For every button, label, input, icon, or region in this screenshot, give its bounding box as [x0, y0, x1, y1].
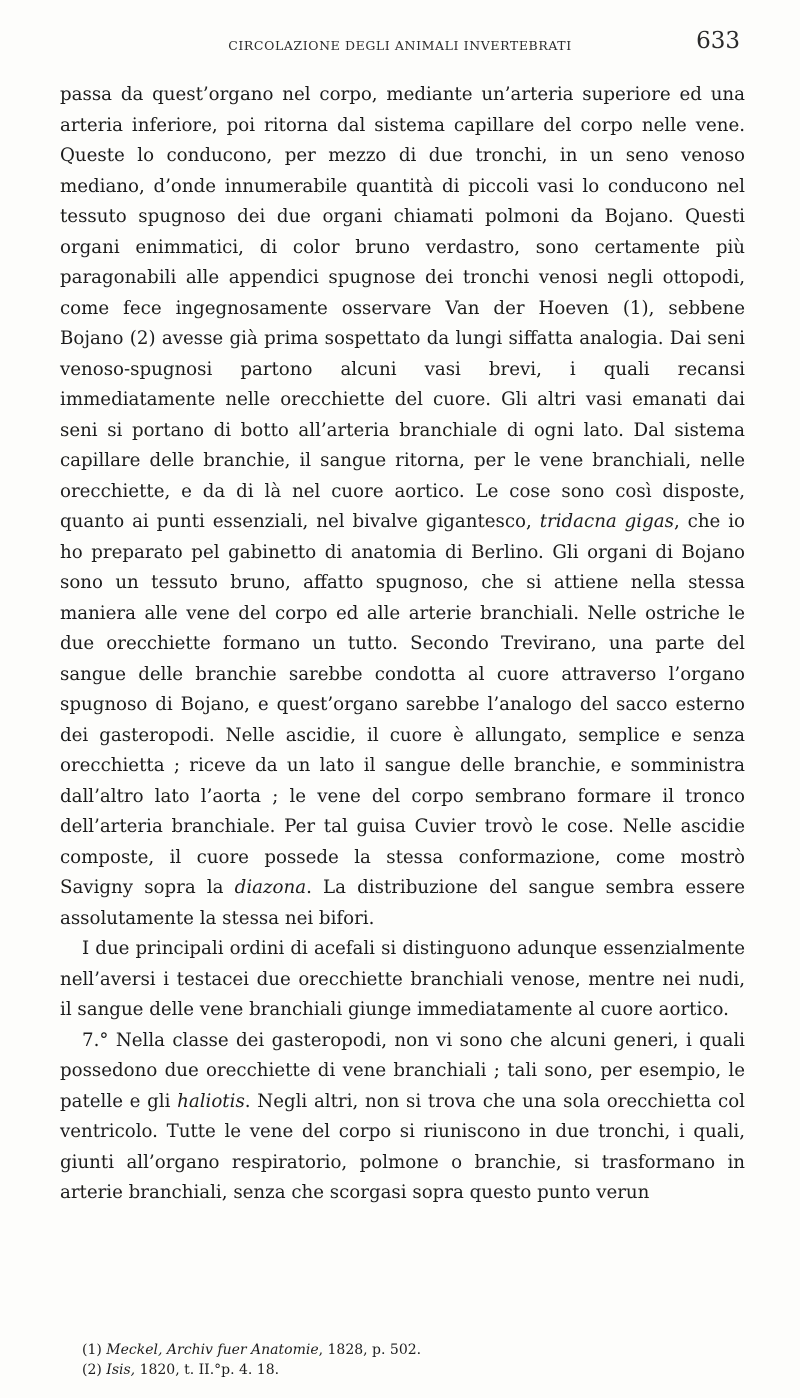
footnote-reference: , 1828, p. 502. [318, 1342, 422, 1358]
running-title: CIRCOLAZIONE DEGLI ANIMALI INVERTEBRATI [228, 38, 572, 53]
genus-name-haliotis: haliotis [177, 1090, 245, 1112]
running-head [60, 28, 740, 68]
footnote-2 [82, 1360, 722, 1380]
body-text [60, 80, 745, 1209]
footnotes [82, 1340, 722, 1380]
footnote-reference: 1820, t. II.°p. 4. 18. [135, 1362, 280, 1378]
text-run: I due principali ordini di acefali si distinguono adunque essenzialmente nell’aversi i testacei due orecchiette branchiali venose, mentre nei nudi, il sangue delle vene branchiali giunge immediatamente al cuore aortico. [60, 938, 745, 1020]
page-number: 633 [696, 28, 740, 54]
species-name-tridacna: tridacna gigas [539, 511, 674, 532]
footnote-mark: (2) [82, 1362, 102, 1378]
footnote-mark: (1) [82, 1342, 102, 1358]
text-run: passa da quest’organo nel corpo, mediante un’arteria superiore ed una arteria inferiore, poi ritorna dal sistema capillare del corpo nelle vene. Queste lo conducono, per mezzo di due tronchi, in un seno venoso mediano, d’onde innumerabile quantità di piccoli vasi lo conducono nel tessuto spugnoso dei due organi chiamati polmoni da Bojano. Questi organi enimmatici, di color bruno verdastro, sono certamente più paragonabili alle appendici spugnose dei tronchi venosi negli ottopodi, come fece ingegnosamente osservare Van der Hoeven (1), sebbene Bojano (2) avesse già prima sospettato da lungi siffatta analogia. Dai seni venoso-spugnosi partono alcuni vasi brevi, i quali recansi immediatamente nelle orecchiette del cuore. Gli altri vasi emanati dai seni si portano di botto all’arteria branchiale di ogni lato. Dal sistema capillare delle branchie, il sangue ritorna, per le vene branchiali, nelle orecchiette, e da di là nel cuore aortico. Le cose sono così disposte, quanto ai punti essenziali, nel bivalve gigantesco, [60, 84, 745, 532]
footnote-author: Isis, [106, 1362, 136, 1378]
paragraph-3 [60, 1026, 745, 1209]
text-run: . Negli altri, non si trova che una sola orecchietta col ventricolo. Tutte le vene del corpo si riuniscono in due tronchi, i quali, giunti all’organo respiratorio, polmone o branchie, si trasformano in arterie branchiali, senza che scorgasi sopra questo punto verun [60, 1090, 745, 1203]
footnote-work: Archiv fuer Anatomie [166, 1342, 319, 1358]
text-run: . La distribuzione del sangue sembra essere assolutamente la stessa nei bifori. [60, 877, 746, 929]
paragraph-1 [60, 80, 745, 934]
footnote-1 [82, 1340, 722, 1360]
text-run: , che io ho preparato pel gabinetto di anatomia di Berlino. Gli organi di Bojano sono un tessuto bruno, affatto spugnoso, che si attiene nella stessa maniera alle vene del corpo ed alle arterie branchiali. Nelle ostriche le due orecchiette formano un tutto. Secondo Treviranо, una parte del sangue delle branchie sarebbe condotta al cuore attraverso l’organo spugnoso di Bojano, e quest’organo sarebbe l’analogo del sacco esterno dei gasteropodi. Nelle ascidie, il cuore è allungato, semplice e senza orecchietta ; riceve da un lato il sangue delle branchie, e somministra dall’altro lato l’aorta ; le vene del corpo sembrano formare il tronco dell’arteria branchiale. Per tal guisa Cuvier trovò le cose. Nelle ascidie composte, il cuore possede la stessa conformazione, come mostrò Savigny sopra la [60, 511, 745, 898]
text-run: 7.° Nella classe dei gasteropodi, non vi sono che alcuni generi, i quali possedono due orecchiette di vene branchiali ; tali sono, per esempio, le patelle e gli [60, 1029, 745, 1112]
genus-name-diazona: diazona [234, 877, 307, 898]
paragraph-2 [60, 934, 745, 1026]
footnote-author: Meckel, [106, 1342, 163, 1358]
